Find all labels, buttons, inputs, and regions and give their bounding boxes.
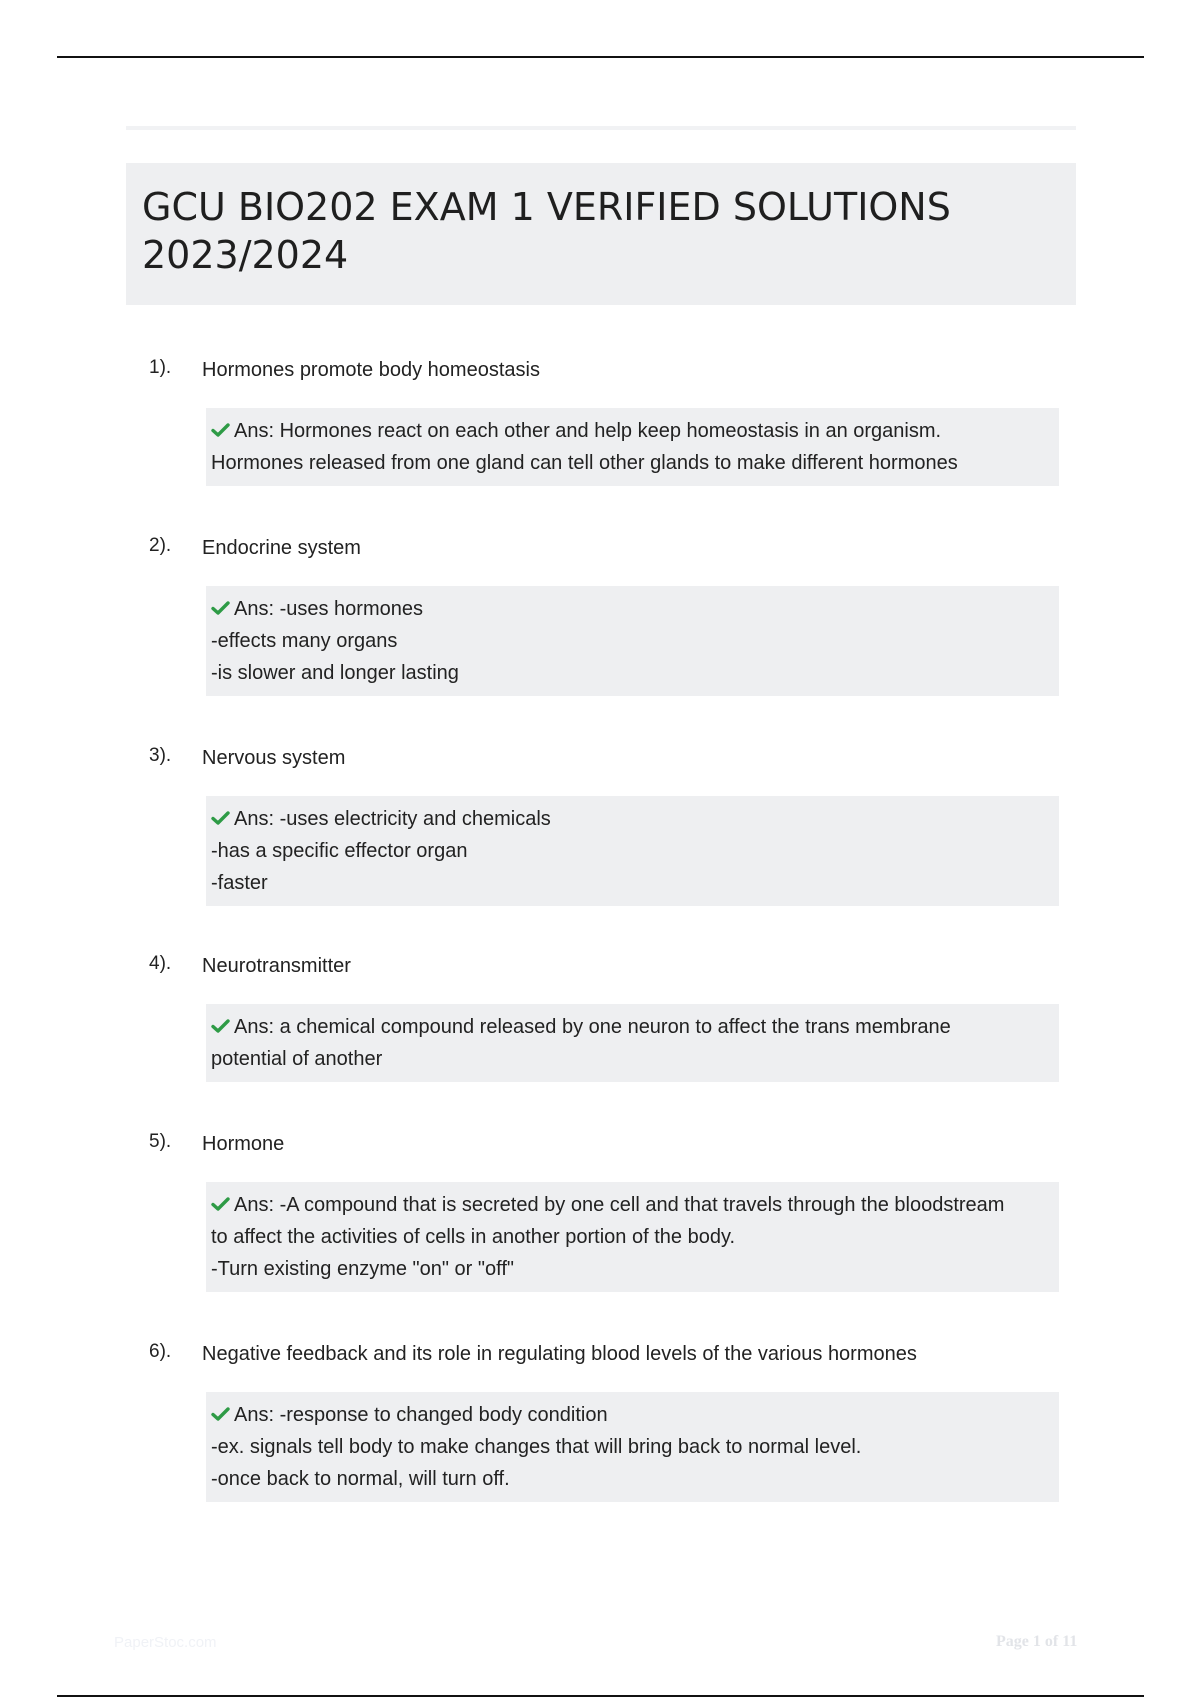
answer-line: -ex. signals tell body to make changes that will bring back to normal level. — [211, 1436, 862, 1458]
title-box — [126, 163, 1076, 305]
answer-line: -faster — [211, 872, 268, 894]
check-icon — [211, 810, 230, 826]
page-number: Page 1 of 11 — [996, 1633, 1078, 1650]
header-divider — [126, 126, 1076, 130]
check-icon — [211, 422, 230, 438]
footer-watermark: PaperStoc.com — [114, 1634, 217, 1651]
question-text: Negative feedback and its role in regulating blood levels of the various hormones — [202, 1343, 917, 1365]
answer-text: Ans: a chemical compound released by one neuron to affect the trans membrane — [234, 1016, 951, 1038]
answer-text: Ans: -A compound that is secreted by one cell and that travels through the bloodstream — [234, 1194, 1005, 1216]
answer-line: -is slower and longer lasting — [211, 662, 459, 684]
question-number: 4). — [149, 953, 172, 974]
question-text: Hormones promote body homeostasis — [202, 359, 540, 381]
answer-box — [206, 796, 1059, 906]
question-number: 2). — [149, 535, 172, 556]
answer-text: Ans: -response to changed body condition — [234, 1404, 608, 1426]
answer-box — [206, 408, 1059, 486]
question-number: 6). — [149, 1341, 172, 1362]
check-icon — [211, 1406, 230, 1422]
answer-line — [211, 1011, 1055, 1043]
question-text: Hormone — [202, 1133, 285, 1155]
answer-line — [211, 803, 1055, 835]
answer-line — [211, 1399, 1055, 1431]
answer-line — [211, 415, 1055, 447]
answer-line: to affect the activities of cells in another portion of the body. — [211, 1226, 736, 1248]
question-text: Neurotransmitter — [202, 955, 351, 977]
check-icon — [211, 600, 230, 616]
answer-line: -once back to normal, will turn off. — [211, 1468, 510, 1490]
answer-box — [206, 1392, 1059, 1502]
check-icon — [211, 1018, 230, 1034]
answer-text: Ans: -uses electricity and chemicals — [234, 808, 551, 830]
answer-line — [211, 1189, 1055, 1221]
question-number: 1). — [149, 357, 172, 378]
question-text: Endocrine system — [202, 537, 361, 559]
answer-line: -Turn existing enzyme "on" or "off" — [211, 1258, 514, 1280]
answer-text: Ans: -uses hormones — [234, 598, 423, 620]
answer-box — [206, 1004, 1059, 1082]
answer-line: potential of another — [211, 1048, 383, 1070]
page-title: GCU BIO202 EXAM 1 VERIFIED SOLUTIONS 2023/2024 — [142, 185, 951, 277]
answer-line: Hormones released from one gland can tell other glands to make different hormones — [211, 452, 958, 474]
answer-text: Ans: Hormones react on each other and help keep homeostasis in an organism. — [234, 420, 942, 442]
answer-line: -has a specific effector organ — [211, 840, 468, 862]
question-number: 3). — [149, 745, 172, 766]
question-text: Nervous system — [202, 747, 346, 769]
bottom-rule — [57, 1695, 1144, 1697]
answer-box — [206, 1182, 1059, 1292]
question-number: 5). — [149, 1131, 172, 1152]
answer-box — [206, 586, 1059, 696]
top-rule — [57, 56, 1144, 58]
answer-line: -effects many organs — [211, 630, 398, 652]
check-icon — [211, 1196, 230, 1212]
answer-line — [211, 593, 1055, 625]
